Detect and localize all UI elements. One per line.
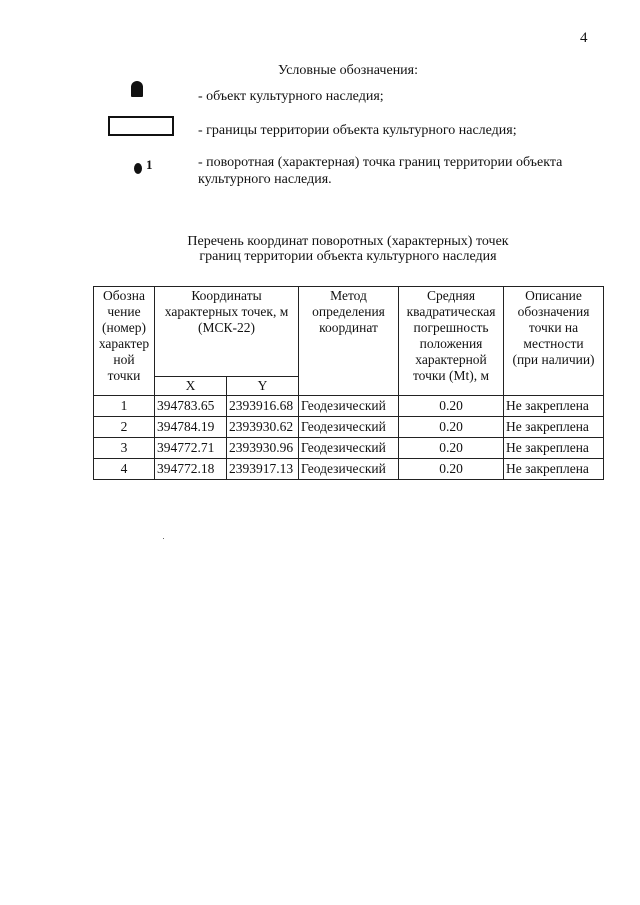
table-row bbox=[94, 438, 604, 459]
cell-point: 2 bbox=[94, 417, 155, 438]
cell-y: 2393916.68 bbox=[227, 396, 299, 417]
cell-error: 0.20 bbox=[399, 438, 504, 459]
boundary-rectangle-icon bbox=[108, 116, 174, 136]
cell-point: 3 bbox=[94, 438, 155, 459]
cell-error: 0.20 bbox=[399, 417, 504, 438]
cell-x: 394772.71 bbox=[155, 438, 227, 459]
table-row bbox=[94, 459, 604, 480]
header-method: Метод определения координат bbox=[299, 287, 399, 396]
header-coordinates: Координаты характерных точек, м (МСК-22) bbox=[155, 287, 299, 377]
coordinates-table bbox=[93, 286, 604, 480]
cell-description: Не закреплена bbox=[504, 459, 604, 480]
list-title-line1: Перечень координат поворотных (характерных) точек bbox=[187, 234, 509, 249]
coordinate-list-title bbox=[0, 234, 640, 264]
cell-x: 394784.19 bbox=[155, 417, 227, 438]
page-number: 4 bbox=[580, 30, 588, 46]
legend-item-object-text: - объект культурного наследия; bbox=[198, 89, 384, 104]
cell-y: 2393917.13 bbox=[227, 459, 299, 480]
cell-x: 394772.18 bbox=[155, 459, 227, 480]
cell-y: 2393930.62 bbox=[227, 417, 299, 438]
cell-method: Геодезический bbox=[299, 417, 399, 438]
list-title-line2: границ территории объекта культурного наследия bbox=[199, 249, 497, 264]
header-description: Описание обозначения точки на местности (при наличии) bbox=[504, 287, 604, 396]
turning-point-icon bbox=[134, 163, 142, 174]
cell-point: 4 bbox=[94, 459, 155, 480]
header-point: Обозна чение (номер) характер ной точки bbox=[94, 287, 155, 396]
table-header-row bbox=[94, 287, 604, 377]
turning-point-label: 1 bbox=[146, 157, 153, 172]
table-row bbox=[94, 417, 604, 438]
cell-method: Геодезический bbox=[299, 396, 399, 417]
cell-description: Не закреплена bbox=[504, 396, 604, 417]
cell-description: Не закреплена bbox=[504, 417, 604, 438]
legend-item-point-text-line2: культурного наследия. bbox=[198, 172, 332, 187]
cell-method: Геодезический bbox=[299, 459, 399, 480]
cell-y: 2393930.96 bbox=[227, 438, 299, 459]
legend-title: Условные обозначения: bbox=[277, 63, 419, 78]
header-y: Y bbox=[227, 377, 299, 396]
cell-error: 0.20 bbox=[399, 396, 504, 417]
cell-error: 0.20 bbox=[399, 459, 504, 480]
legend-item-point-text-line1: - поворотная (характерная) точка границ территории объекта bbox=[198, 155, 563, 170]
legend-item-boundary-text: - границы территории объекта культурного наследия; bbox=[198, 123, 517, 138]
cell-x: 394783.65 bbox=[155, 396, 227, 417]
header-error: Средняя квадратическая погрешность положения характерной точки (Mt), м bbox=[399, 287, 504, 396]
header-x: X bbox=[155, 377, 227, 396]
table-row bbox=[94, 396, 604, 417]
cell-point: 1 bbox=[94, 396, 155, 417]
heritage-object-icon bbox=[131, 81, 143, 97]
scan-speck bbox=[163, 538, 164, 539]
cell-method: Геодезический bbox=[299, 438, 399, 459]
cell-description: Не закреплена bbox=[504, 438, 604, 459]
